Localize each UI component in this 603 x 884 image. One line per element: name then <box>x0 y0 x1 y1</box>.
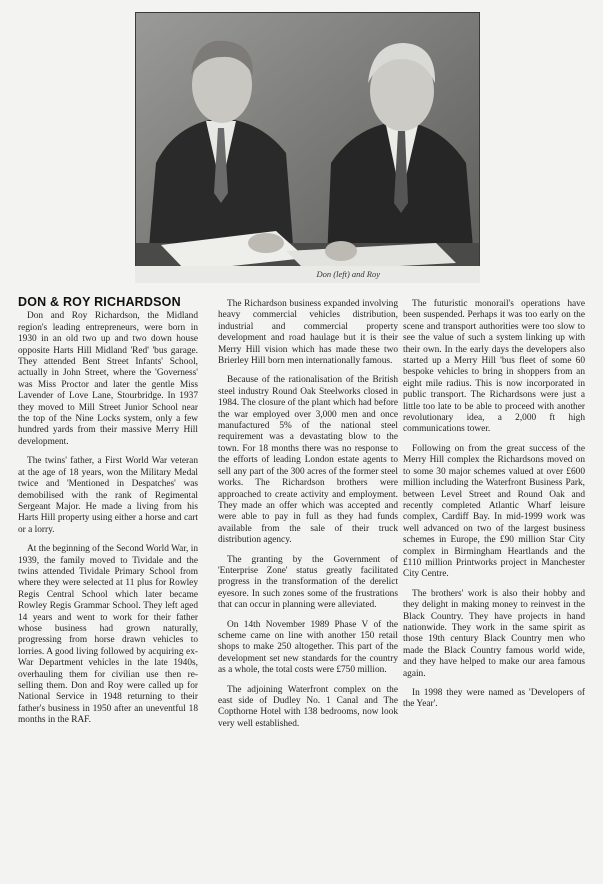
article-column-1 <box>18 297 198 735</box>
article-headline: DON & ROY RICHARDSON <box>18 295 181 309</box>
paragraph: On 14th November 1989 Phase V of the scheme came on line with another 150 retail shops to make 250 altogether. This part of the development set new standards for the country as a whole, the total costs were £750 million. <box>218 619 398 676</box>
paragraph: Because of the rationalisation of the British steel industry Round Oak Steelworks closed in 1984. The closure of the plant which had before the war employed over 3,000 men and once manufactured 5% of the national steel requirement was a devastating blow to the town. For 18 months there was no response to the efforts of leading London estate agents to sell any part of the 300 acres of the former steel works. The Richardson brothers were approached to create activity and employment. They made an offer which was accepted and were able to pay in full as they had funds available from the sale of their truck distribution agency. <box>218 375 398 546</box>
paragraph: At the beginning of the Second World War, in 1939, the family moved to Tividale and the twins attended Tividale Primary School from where they were selected at 11 plus for Rowley Regis Central School which later became Rowley Regis Grammar School. They left aged 14 years and went to work for their father whose business had grown naturally, progressing from horse drawn vehicles to lorries. A good living followed by acquiring ex-War Department vehicles in the late 1940s, overhauling them for civilian use then re-selling them. Don and Roy were called up for National Service in 1948 returning to their father's business in 1950 after an uneventful 18 months in the RAF. <box>18 544 198 726</box>
paragraph: The brothers' work is also their hobby and they delight in making money to reinvest in the Black Country. They have projects in hand nationwide. They work in the same spirit as those 19th century Black Country men who made the Black Country famous world wide, and they have helped to make our area famous again. <box>403 588 585 679</box>
paragraph: Don and Roy Richardson, the Midland region's leading entrepreneurs, were born in 1930 in an old two up and two down house opposite Harts Hill Midland 'Red' 'bus garage. They attended Bent Street Infants' School, actually in John Street, where the 'Governess' was Miss Proctor and later the gentle Miss Lavender of Love Lane, Stourbridge. In 1937 they moved to Mill Street Junior School near the top of the Nine Locks system, only a few hundred yards from their massive Merry Hill development. <box>18 311 198 447</box>
paragraph: The twins' father, a First World War veteran at the age of 18 years, won the Military Medal twice and 'Mentioned in Despatches' was demobilised with the rank of Regimental Sergeant Major. He made a living from his Harts Hill property using either a horse and cart or a lorry. <box>18 456 198 535</box>
paragraph: The Richardson business expanded involving heavy commercial vehicles distribution, industrial and commercial property development and road haulage but it is their Merry Hill vision which has made these two Brierley Hill born men internationally famous. <box>218 299 398 367</box>
paragraph: Following on from the great success of the Merry Hill complex the Richardsons moved on to some 30 major schemes valued at over £600 million including the Waterfront Business Park, between Level Street and Round Oak and recently completed Atlantic Wharf leisure complex, Cardiff Bay. In mid-1999 work was well advanced on two of the largest business schemes in Europe, the £90 million Star City complex in Birmingham Heartlands and the £110 million Printworks project in Manchester City Centre. <box>403 443 585 580</box>
paragraph: In 1998 they were named as 'Developers of the Year'. <box>403 688 585 710</box>
photo-caption: Don (left) and Roy <box>135 266 480 283</box>
article-column-3 <box>403 299 585 719</box>
paragraph: The adjoining Waterfront complex on the east side of Dudley No. 1 Canal and The Copthorne Hotel with 138 bedrooms, now look very well established. <box>218 684 398 729</box>
paragraph: The futuristic monorail's operations have been suspended. Perhaps it was too early on the scene and transport authorities were too slow to see the value of such a system linking up with their own. In the early days the developers also started up a Merry Hill 'bus fleet of some 60 bespoke vehicles to bring in shoppers from an eight mile radius. This is now incorporated in public transport. The Richardsons were just a little too late to be able to proceed with another revolutionary idea, a 2,000 ft high communications tower. <box>403 299 585 435</box>
article-column-2 <box>218 299 398 738</box>
richardson-brothers-photo <box>135 12 480 283</box>
photo-illustration <box>136 13 480 283</box>
paragraph: The granting by the Government of 'Enterprise Zone' status greatly facilitated progress in the transformation of the derelict eyesore. In such zones some of the frustrations that can occur in planning were alleviated. <box>218 554 398 611</box>
